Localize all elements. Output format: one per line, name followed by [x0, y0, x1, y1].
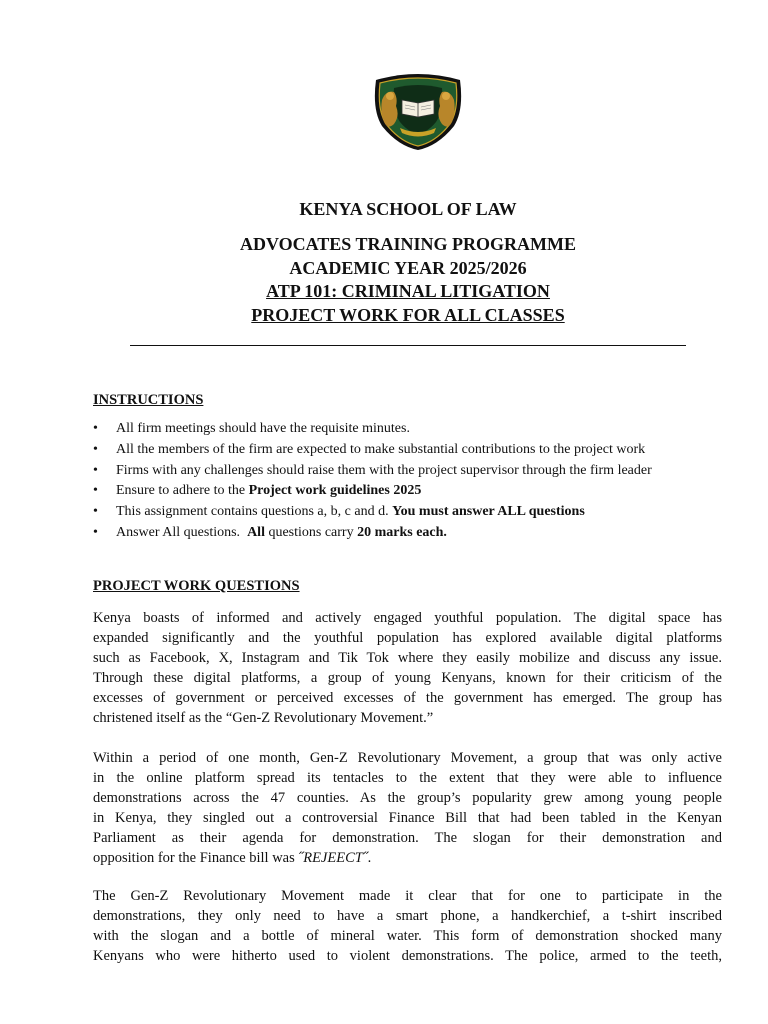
- question-paragraph-2: [93, 748, 722, 869]
- assignment-title: PROJECT WORK FOR ALL CLASSES: [251, 304, 565, 325]
- paragraph-line: demonstrations, they only need to have a smart phone, a handkerchief, a t-shirt inscribed: [93, 908, 722, 925]
- paragraph-line: in the online platform spread its tentacles to the extent that they were able to influence: [93, 770, 722, 787]
- paragraph-line: Kenya boasts of informed and actively engaged youthful population. The digital space has: [93, 610, 722, 626]
- paragraph-line: Through these digital platforms, a group of young Kenyans, known for their criticism of the: [93, 670, 722, 687]
- paragraph-line: Within a period of one month, Gen-Z Revolutionary Movement, a group that was only active: [93, 750, 722, 766]
- list-item: • All firm meetings should have the requisite minutes.: [93, 419, 733, 440]
- questions-heading: PROJECT WORK QUESTIONS: [93, 578, 300, 594]
- bullet-icon: •: [93, 483, 98, 499]
- instructions-list: [93, 419, 733, 544]
- paragraph-line: Kenyans who were hitherto used to violent demonstrations. The police, armed to the teeth,: [93, 948, 722, 965]
- question-paragraph-3: [93, 886, 722, 966]
- instructions-heading: INSTRUCTIONS: [93, 392, 204, 408]
- bullet-icon: •: [93, 462, 98, 478]
- paragraph-line: The Gen-Z Revolutionary Movement made it clear that for one to participate in the: [93, 888, 722, 904]
- paragraph-line: demonstrations across the 47 counties. As the group’s popularity grew among young people: [93, 790, 722, 807]
- paragraph-line: in Kenya, they singled out a controversial Finance Bill that had been tabled in the Kenyan: [93, 810, 722, 827]
- bullet-icon: •: [93, 524, 98, 540]
- slogan-text: ˝REJEECT˝: [298, 850, 368, 867]
- list-item: • Ensure to adhere to the Project work guidelines 2025: [93, 481, 733, 502]
- academic-year: ACADEMIC YEAR 2025/2026: [289, 257, 527, 278]
- programme-title: ADVOCATES TRAINING PROGRAMME: [240, 234, 576, 254]
- question-paragraph-1: [93, 608, 722, 729]
- bullet-icon: •: [93, 441, 98, 457]
- crest-left-lion: [381, 92, 397, 127]
- course-title: ATP 101: CRIMINAL LITIGATION: [266, 281, 550, 301]
- paragraph-line: christened itself as the “Gen-Z Revolutionary Movement.”: [93, 710, 434, 727]
- list-item: • Firms with any challenges should raise them with the project supervisor through the firm leader: [93, 461, 733, 482]
- title-divider: [130, 345, 686, 346]
- crest-right-lion: [438, 92, 454, 127]
- paragraph-line: opposition for the Finance bill was ˝REJEECT˝.: [93, 850, 372, 867]
- list-item: • Answer All questions. All questions carry 20 marks each.: [93, 523, 733, 544]
- paragraph-line: expanded significantly and the youthful population has explored available digital platforms: [93, 630, 722, 647]
- bullet-icon: •: [93, 421, 98, 436]
- bullet-icon: •: [93, 504, 98, 520]
- paragraph-line: with the slogan and a bottle of mineral water. This form of demonstration shocked many: [93, 928, 722, 945]
- paragraph-line: such as Facebook, X, Instagram and Tik Tok where they easily mobilize and discuss any issue.: [93, 650, 722, 667]
- list-item: • This assignment contains questions a, b, c and d. You must answer ALL questions: [93, 502, 733, 523]
- paragraph-line: excesses of government or perceived excesses of the government has emerged. The group has: [93, 690, 722, 707]
- kenya-school-of-law-crest: [372, 70, 464, 150]
- institution-title: KENYA SCHOOL OF LAW: [299, 199, 517, 219]
- paragraph-line: Parliament as their agenda for demonstration. The slogan for their demonstration and: [93, 830, 722, 847]
- title-stack: [0, 233, 768, 327]
- list-item: • All the members of the firm are expected to make substantial contributions to the project work: [93, 440, 733, 461]
